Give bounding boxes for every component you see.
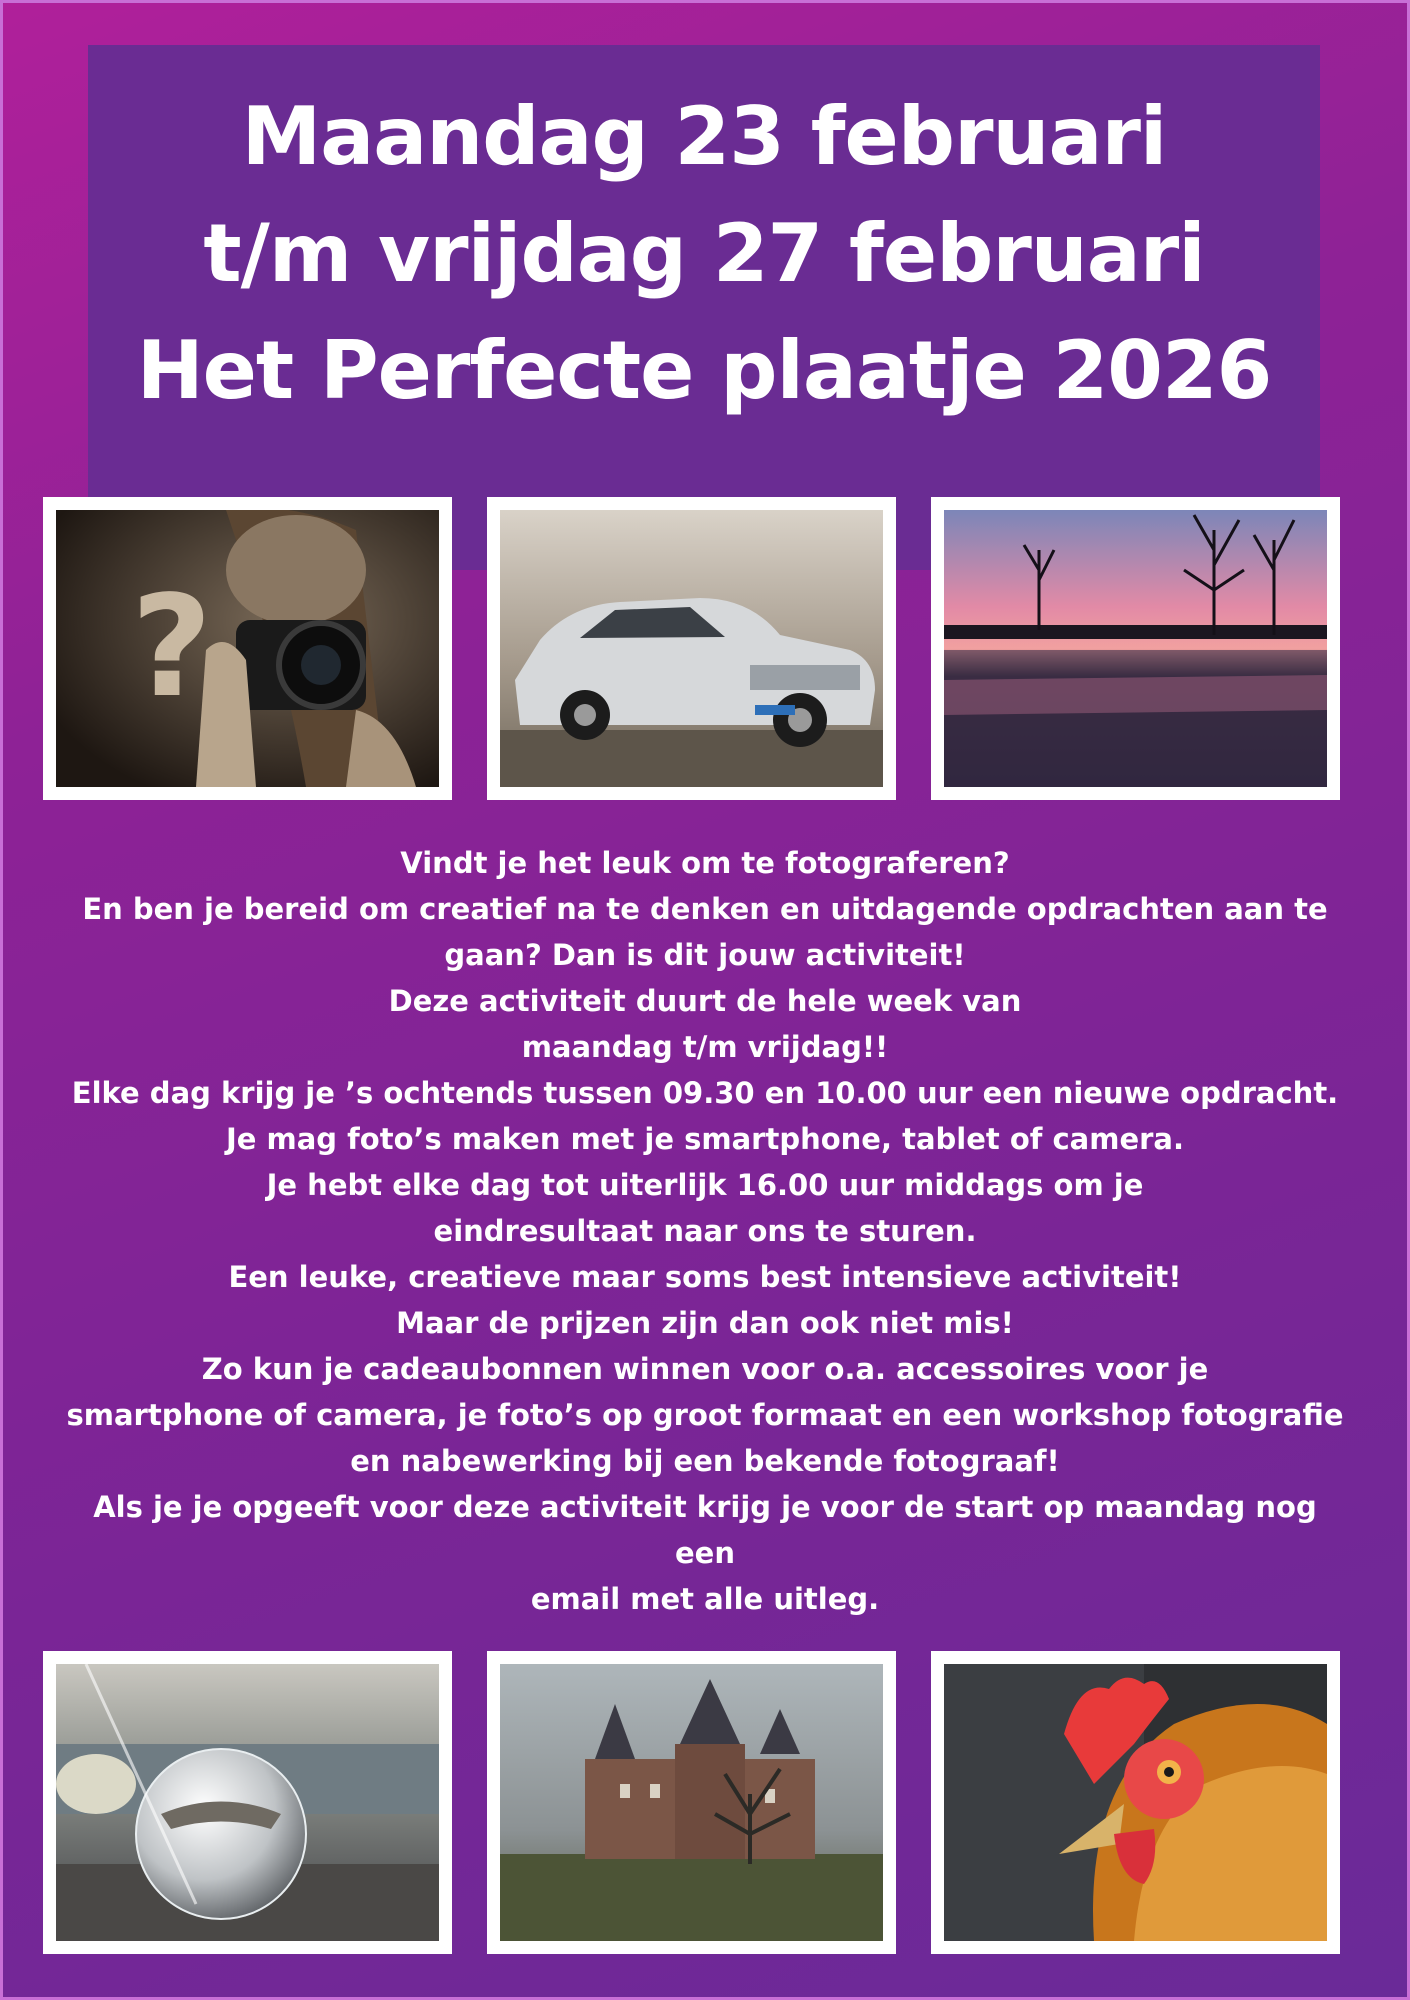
photo-sunset-lake: [931, 497, 1340, 800]
text-line: Vindt je het leuk om te fotograferen?: [400, 846, 1010, 880]
description-text: [60, 840, 1350, 1622]
photo-crystal-ball: [43, 1651, 452, 1954]
photo-photographer: [43, 497, 452, 800]
text-line: maandag t/m vrijdag!!: [521, 1030, 889, 1064]
text-line: Je hebt elke dag tot uiterlijk 16.00 uur middags om je: [266, 1168, 1144, 1202]
text-line: en nabewerking bij een bekende fotograaf!: [350, 1444, 1060, 1478]
svg-text:?: ?: [131, 566, 213, 729]
title-line-1: Maandag 23 februari: [241, 90, 1167, 183]
title-line-3: Het Perfecte plaatje 2026: [136, 324, 1272, 417]
photo-castle: [487, 1651, 896, 1954]
title-line-2: t/m vrijdag 27 februari: [203, 207, 1205, 300]
poster-title: [88, 78, 1320, 429]
photo-chicken: [931, 1651, 1340, 1954]
text-line: gaan? Dan is dit jouw activiteit!: [444, 938, 966, 972]
text-line: Deze activiteit duurt de hele week van: [388, 984, 1022, 1018]
text-line: Als je je opgeeft voor deze activiteit krijg je voor de start op maandag nog een: [93, 1490, 1317, 1570]
photo-vintage-car: [487, 497, 896, 800]
text-line: Elke dag krijg je ’s ochtends tussen 09.30 en 10.00 uur een nieuwe opdracht.: [71, 1076, 1339, 1110]
text-line: email met alle uitleg.: [530, 1582, 880, 1616]
text-line: Je mag foto’s maken met je smartphone, tablet of camera.: [225, 1122, 1185, 1156]
text-line: Maar de prijzen zijn dan ook niet mis!: [396, 1306, 1014, 1340]
text-line: En ben je bereid om creatief na te denken en uitdagende opdrachten aan te: [82, 892, 1328, 926]
text-line: Zo kun je cadeaubonnen winnen voor o.a. accessoires voor je: [201, 1352, 1209, 1386]
text-line: eindresultaat naar ons te sturen.: [433, 1214, 977, 1248]
text-line: Een leuke, creatieve maar soms best intensieve activiteit!: [228, 1260, 1182, 1294]
text-line: smartphone of camera, je foto’s op groot formaat en een workshop fotografie: [66, 1398, 1344, 1432]
